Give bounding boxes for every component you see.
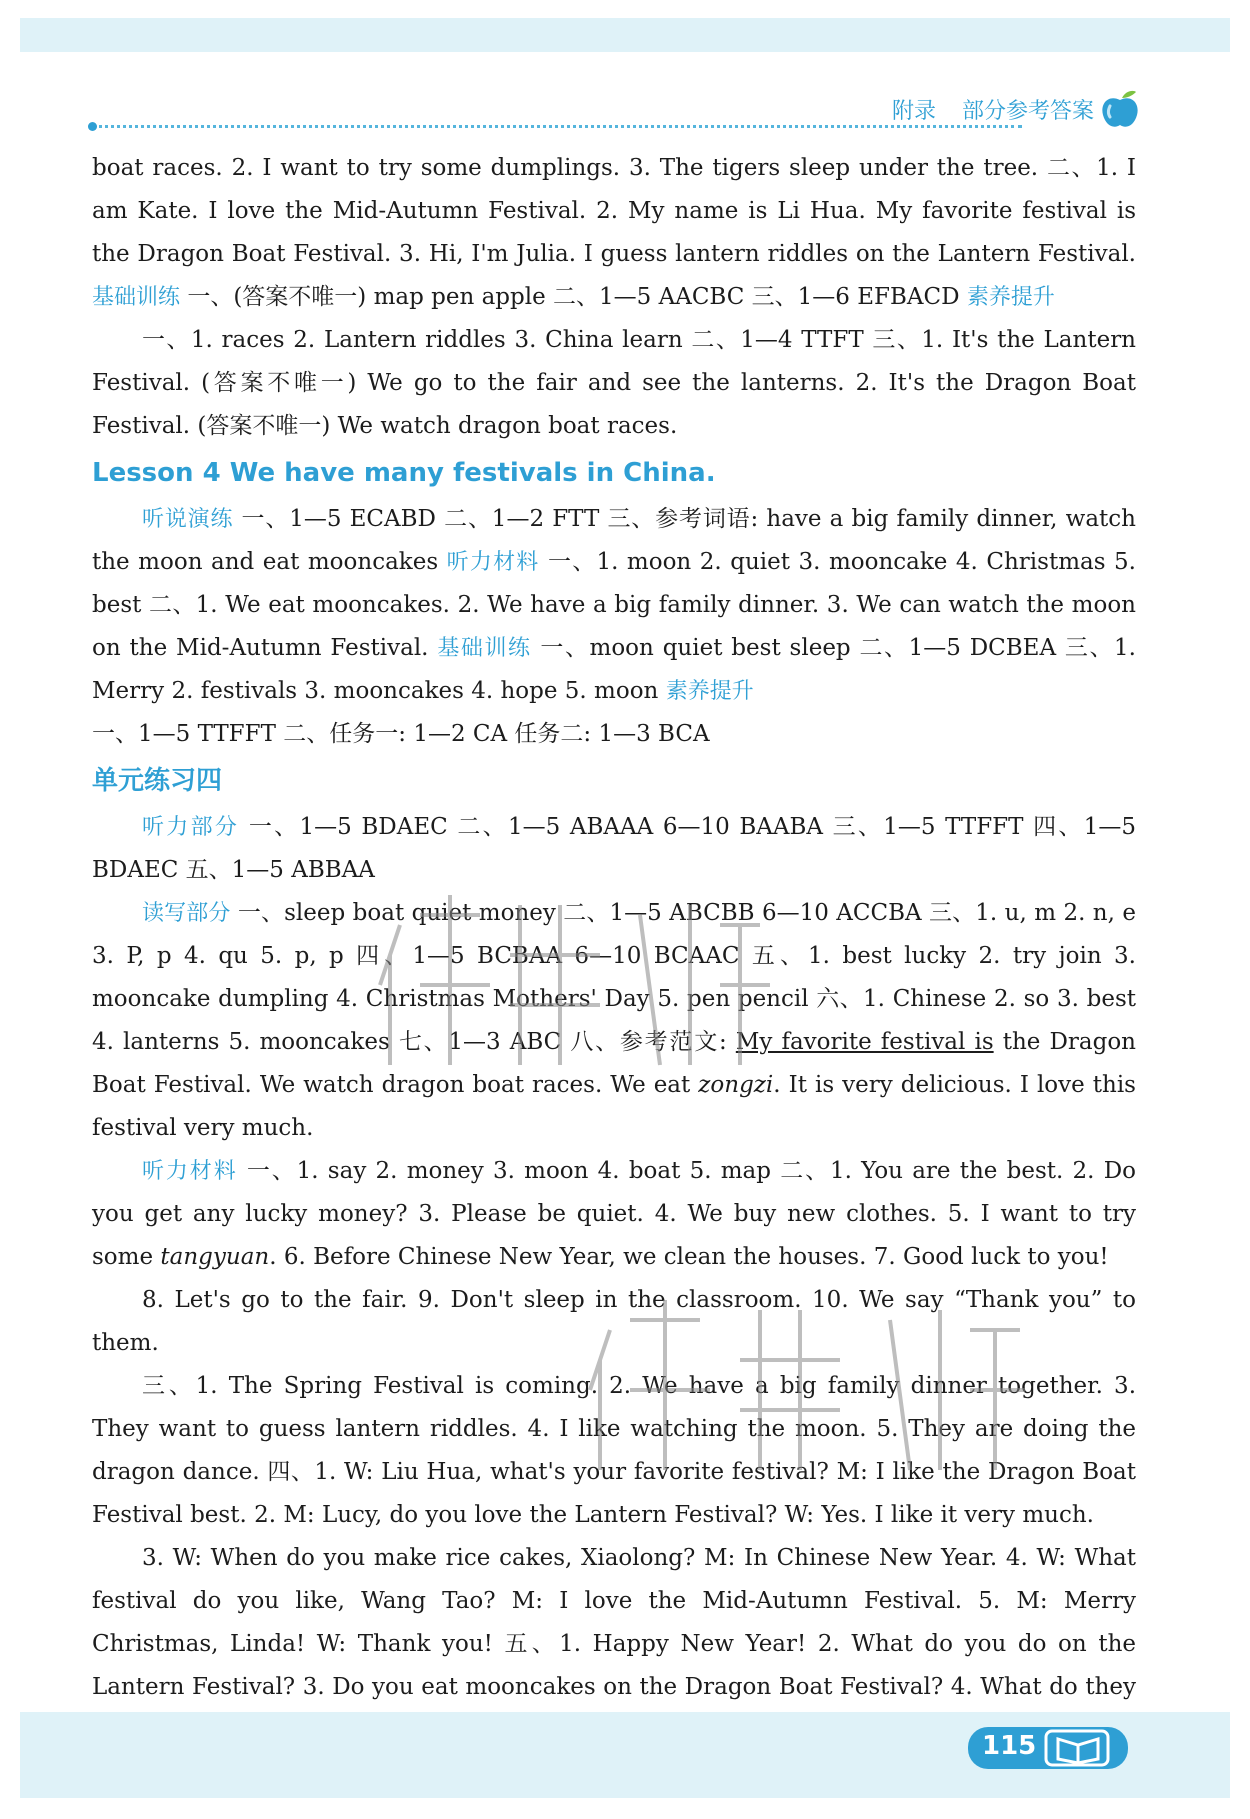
answer-paragraph: 一、1—5 TTFFT 二、任务一: 1—2 CA 任务二: 1—3 BCA xyxy=(92,721,710,747)
section-tag: 素养提升 xyxy=(966,285,1055,310)
header-dotted-rule xyxy=(92,125,1022,128)
answer-paragraph: 3. W: When do you make rice cakes, Xiaolong? M: In Chinese New Year. 4. W: What festival do you like, Wang Tao? M: I love the Mid-Autumn Festival. 5. M: Merry Christmas, Linda! W: Thank you! 五、1. Happy New Year! 2. What do you do on the Lantern Festival? 3. Do you eat mooncakes on the Dragon Boat Festival? 4. What do they xyxy=(92,1545,1136,1700)
apple-icon xyxy=(1100,88,1140,130)
page-number-badge xyxy=(968,1725,1138,1771)
answer-paragraph xyxy=(92,1150,1136,1279)
section-tag: 听力材料 xyxy=(446,550,540,575)
header-section: 部分参考答案 xyxy=(961,99,1094,124)
text-run: the Dragon Boat Festival. We watch dragon boat races. We eat xyxy=(92,1029,1136,1098)
unit-title: 单元练习四 xyxy=(92,766,223,796)
underlined-text: My favorite festival is xyxy=(735,1029,994,1055)
header-title xyxy=(866,94,1094,125)
lesson-title: Lesson 4 We have many festivals in China. xyxy=(92,458,716,488)
section-tag: 听力部分 xyxy=(142,815,240,840)
text-run: boat races. 2. I want to try some dumplings. 3. The tigers sleep under the tree. 二、1. I am Kate. I love the Mid-Autumn Festival. 2. My name is Li Hua. My favorite festival is the Dragon Boat Festival. 3. Hi, I'm Julia. I guess lantern riddles on the Lantern Festival. xyxy=(92,155,1136,267)
section-tag: 基础训练 xyxy=(437,636,532,661)
section-tag: 基础训练 xyxy=(92,285,181,310)
text-run: . 6. Before Chinese New Year, we clean the houses. 7. Good luck to you! xyxy=(269,1244,1109,1270)
text-run: 一、1. say 2. money 3. moon 4. boat 5. map 二、1. You are the best. 2. Do you get any lucky money? 3. Please be quiet. 4. We buy new clothes. 5. I want to try some xyxy=(92,1158,1136,1270)
answer-paragraph: 三、1. The Spring Festival is coming. 2. We have a big family dinner together. 3. They want to guess lantern riddles. 4. I like watching the moon. 5. They are doing the dragon dance. 四、1. W: Liu Hua, what's your favorite festival? M: I like the Dragon Boat Festival best. 2. M: Lucy, do you love the Lantern Festival? W: Yes. I like it very much. xyxy=(92,1373,1136,1528)
text-run: 一、sleep boat quiet money 二、1—5 ABCBB 6—10 ACCBA 三、1. u, m 2. n, e 3. P, p 4. qu 5. p, p 四、1—5 BCBAA 6—10 BCAAC 五、1. best lucky 2. try join 3. mooncake dumpling 4. Christmas Mothers' Day 5. pen pencil 六、1. Chinese 2. so 3. best 4. lanterns 5. mooncakes 七、1—3 ABC 八、参考范文: xyxy=(92,900,1136,1055)
answer-paragraph xyxy=(92,147,1136,319)
text-run: 一、1—5 BDAEC 二、1—5 ABAAA 6—10 BAABA 三、1—5 TTFFT 四、1—5 BDAEC 五、1—5 ABBAA xyxy=(92,814,1136,883)
text-run: 一、1—5 ECABD 二、1—2 FTT 三、参考词语: have a big family dinner, watch the moon and eat mooncakes xyxy=(92,506,1136,575)
header-appendix: 附录 xyxy=(891,99,936,124)
italic-word: zongzi xyxy=(698,1072,774,1098)
watermark-graphic xyxy=(360,865,790,1095)
watermark-graphic xyxy=(570,1270,1040,1500)
text-run: 一、1. moon 2. quiet 3. mooncake 4. Christmas 5. best 二、1. We eat mooncakes. 2. We have a big family dinner. 3. We can watch the moon on the Mid-Autumn Festival. xyxy=(92,549,1136,661)
text-run: 一、moon quiet best sleep 二、1—5 DCBEA 三、1. Merry 2. festivals 3. mooncakes 4. hope 5. moon xyxy=(92,635,1136,704)
text-run: 一、(答案不唯一) map pen apple 二、1—5 AACBC 三、1—6 EFBACD xyxy=(180,284,967,310)
page-header xyxy=(92,88,1140,134)
italic-word: tangyuan xyxy=(160,1244,270,1270)
answer-paragraph: 一、1. races 2. Lantern riddles 3. China learn 二、1—4 TTFT 三、1. It's the Lantern Festival. (答案不唯一) We go to the fair and see the lanterns. 2. It's the Dragon Boat Festival. (答案不唯一) We watch dragon boat races. xyxy=(92,327,1136,439)
page-number: 115 xyxy=(982,1731,1037,1761)
top-color-band xyxy=(20,18,1230,52)
answer-paragraph xyxy=(92,498,1136,713)
header-rule-dot xyxy=(88,122,97,131)
section-tag: 读写部分 xyxy=(142,901,231,926)
section-tag: 听力材料 xyxy=(142,1159,238,1184)
text-run: . It is very delicious. I love this festival very much. xyxy=(92,1072,1136,1141)
section-tag: 听说演练 xyxy=(142,507,234,532)
answer-paragraph: 8. Let's go to the fair. 9. Don't sleep in the classroom. 10. We say “Thank you” to them. xyxy=(92,1287,1136,1356)
section-tag: 素养提升 xyxy=(665,679,754,704)
